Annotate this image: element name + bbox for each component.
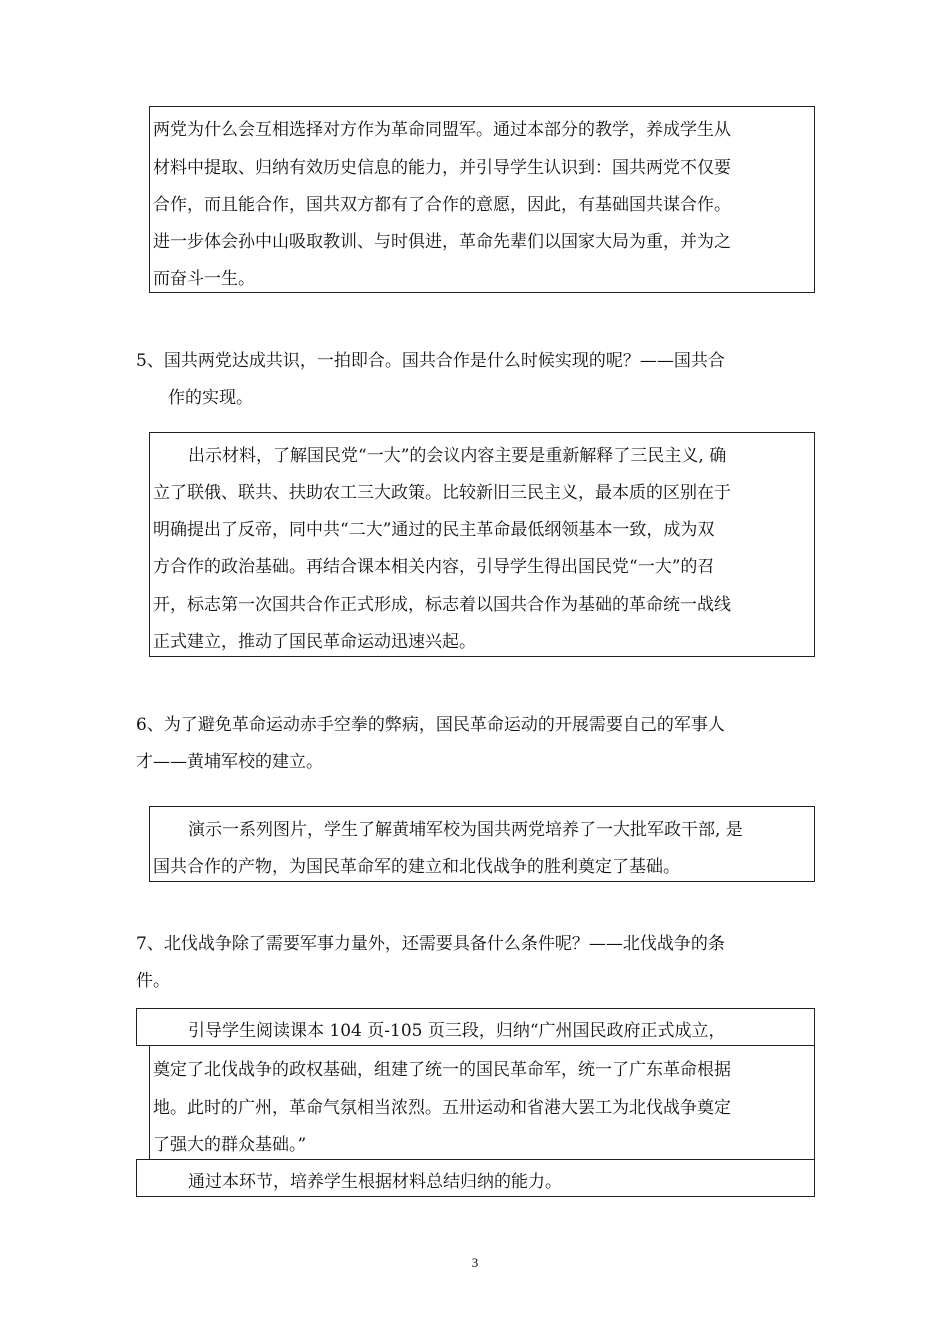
box2-line-1: 出示材料，了解国民党“一大”的会议内容主要是重新解释了三民主义, 确: [188, 446, 727, 466]
page-number: 3: [471, 1255, 479, 1270]
question-7-line-1: 7、北伐战争除了需要军事力量外，还需要具备什么条件呢？——北伐战争的条: [136, 934, 725, 954]
box4-mid-line-3: 了强大的群众基础。”: [153, 1135, 307, 1155]
box4-top-line: 引导学生阅读课本 104 页-105 页三段，归纳“广州国民政府正式成立，: [188, 1021, 726, 1041]
box4-bottom-line: 通过本环节，培养学生根据材料总结归纳的能力。: [188, 1172, 562, 1192]
box4-mid-line-2: 地。此时的广州，革命气氛相当浓烈。五卅运动和省港大罢工为北伐战争奠定: [153, 1098, 731, 1118]
box1-line-3: 合作，而且能合作，国共双方都有了合作的意愿，因此，有基础国共谋合作。: [153, 195, 731, 215]
box2-line-6: 正式建立，推动了国民革命运动迅速兴起。: [153, 632, 476, 652]
question-5-line-1: 5、国共两党达成共识，一拍即合。国共合作是什么时候实现的呢？——国共合: [136, 351, 725, 371]
box2-line-2: 立了联俄、联共、扶助农工三大政策。比较新旧三民主义，最本质的区别在于: [153, 483, 731, 503]
box1-line-4: 进一步体会孙中山吸取教训、与时俱进，革命先辈们以国家大局为重，并为之: [153, 232, 731, 252]
box2-line-5: 开，标志第一次国共合作正式形成，标志着以国共合作为基础的革命统一战线: [153, 595, 731, 615]
box1-line-1: 两党为什么会互相选择对方作为革命同盟军。通过本部分的教学，养成学生从: [153, 120, 731, 140]
question-5-line-2: 作的实现。: [168, 388, 253, 408]
question-6-line-2: 才——黄埔军校的建立。: [136, 752, 323, 772]
question-6-line-1: 6、为了避免革命运动赤手空拳的弊病，国民革命运动的开展需要自己的军事人: [136, 715, 725, 735]
question-7-line-2: 件。: [136, 971, 170, 991]
box2-line-4: 方合作的政治基础。再结合课本相关内容，引导学生得出国民党“一大”的召: [153, 557, 715, 577]
box3-line-1: 演示一系列图片，学生了解黄埔军校为国共两党培养了一大批军政干部, 是: [188, 820, 743, 840]
box1-line-5: 而奋斗一生。: [153, 269, 255, 289]
box4-mid-line-1: 奠定了北伐战争的政权基础，组建了统一的国民革命军，统一了广东革命根据: [153, 1060, 731, 1080]
box2-line-3: 明确提出了反帝，同中共“二大”通过的民主革命最低纲领基本一致，成为双: [153, 520, 715, 540]
box1-line-2: 材料中提取、归纳有效历史信息的能力，并引导学生认识到：国共两党不仅要: [153, 158, 731, 178]
box3-line-2: 国共合作的产物，为国民革命军的建立和北伐战争的胜利奠定了基础。: [153, 857, 680, 877]
